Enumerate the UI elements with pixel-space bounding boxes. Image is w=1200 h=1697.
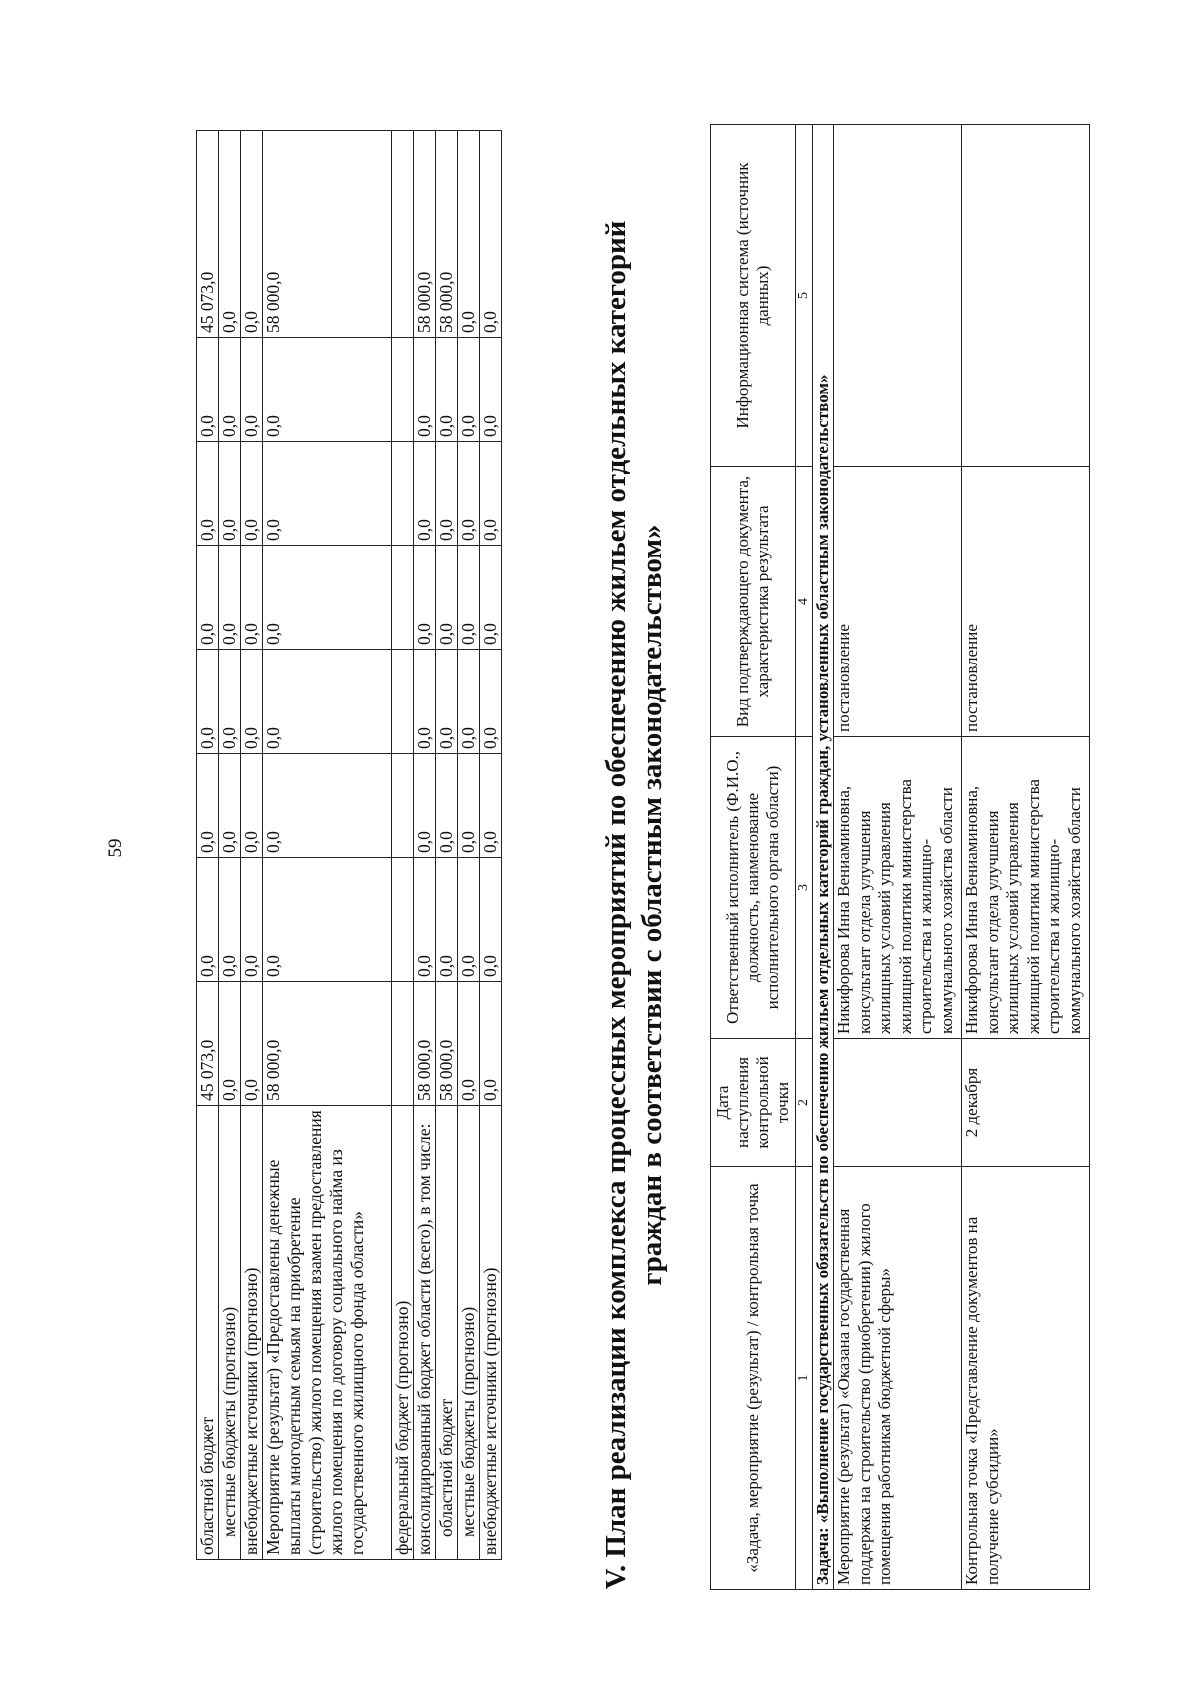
plan-system <box>962 125 1090 467</box>
funding-value: 58 000,0 <box>436 982 458 1106</box>
plan-header-row <box>711 125 796 1590</box>
funding-value: 0,0 <box>197 338 219 442</box>
column-number: 5 <box>796 125 813 467</box>
funding-value: 0,0 <box>480 338 502 442</box>
funding-row <box>241 131 263 1560</box>
funding-value: 58 000,0 <box>414 982 436 1106</box>
funding-value: 0,0 <box>241 754 263 858</box>
funding-value: 45 073,0 <box>197 982 219 1106</box>
funding-value: 0,0 <box>197 546 219 650</box>
funding-value: 58 000,0 <box>436 131 458 338</box>
funding-value: 0,0 <box>241 338 263 442</box>
funding-value: 0,0 <box>480 546 502 650</box>
funding-value: 0,0 <box>436 858 458 982</box>
funding-value: 58 000,0 <box>263 982 392 1106</box>
funding-value: 0,0 <box>241 982 263 1106</box>
funding-value: 0,0 <box>219 546 241 650</box>
funding-value <box>392 442 414 546</box>
funding-value: 0,0 <box>219 982 241 1106</box>
funding-row-label: областной бюджет <box>197 1106 219 1560</box>
task-text: Задача: «Выполнение государственных обязательств по обеспечению жильем отдельных категорий граждан, установленных областным законодательством» <box>813 125 834 1590</box>
funding-row-label: местные бюджеты (прогнозно) <box>219 1106 241 1560</box>
funding-value: 0,0 <box>263 442 392 546</box>
funding-row-label: консолидированный бюджет области (всего), в том числе: <box>414 1106 436 1560</box>
header-date: Дата наступления контрольной точки <box>711 1039 796 1167</box>
column-number: 4 <box>796 467 813 737</box>
funding-table-block <box>196 135 502 1560</box>
funding-value: 0,0 <box>480 131 502 338</box>
funding-value <box>392 546 414 650</box>
funding-value: 45 073,0 <box>197 131 219 338</box>
funding-row <box>219 131 241 1560</box>
funding-value: 0,0 <box>436 754 458 858</box>
header-responsible: Ответственный исполнитель (Ф.И.О., должность, наименование исполнительного органа области) <box>711 737 796 1039</box>
funding-value: 0,0 <box>219 338 241 442</box>
funding-row-label: внебюджетные источники (прогнозно) <box>241 1106 263 1560</box>
header-document: Вид подтверждающего документа, характеристика результата <box>711 467 796 737</box>
funding-value: 0,0 <box>219 131 241 338</box>
funding-value: 0,0 <box>219 442 241 546</box>
funding-row <box>414 131 436 1560</box>
funding-value: 0,0 <box>480 650 502 754</box>
plan-row <box>962 125 1090 1590</box>
funding-value: 0,0 <box>480 754 502 858</box>
section-title: V. План реализации комплекса процессных мероприятий по обеспечению жильем отдельных категорий граждан в соответствии с областным законодательством» <box>600 220 668 1590</box>
funding-row <box>480 131 502 1560</box>
plan-document: постановление <box>962 467 1090 737</box>
funding-value: 0,0 <box>436 442 458 546</box>
plan-table-block <box>710 125 1090 1590</box>
funding-value: 0,0 <box>458 338 480 442</box>
plan-document: постановление <box>834 467 962 737</box>
funding-value: 0,0 <box>436 338 458 442</box>
funding-value: 0,0 <box>241 546 263 650</box>
funding-value: 0,0 <box>414 546 436 650</box>
funding-value: 0,0 <box>458 858 480 982</box>
funding-row-label: местные бюджеты (прогнозно) <box>458 1106 480 1560</box>
funding-value: 0,0 <box>436 546 458 650</box>
plan-item: Контрольная точка «Представление документов на получение субсидии» <box>962 1167 1090 1590</box>
plan-system <box>834 125 962 467</box>
funding-value: 0,0 <box>458 131 480 338</box>
column-number: 1 <box>796 1167 813 1590</box>
funding-value: 58 000,0 <box>414 131 436 338</box>
column-number: 2 <box>796 1039 813 1167</box>
funding-value <box>392 650 414 754</box>
funding-row <box>458 131 480 1560</box>
funding-value: 0,0 <box>241 858 263 982</box>
funding-value: 0,0 <box>197 650 219 754</box>
header-task: «Задача, мероприятие (результат) / контрольная точка <box>711 1167 796 1590</box>
header-system: Информационная система (источник данных) <box>711 125 796 467</box>
funding-value <box>392 858 414 982</box>
funding-row <box>197 131 219 1560</box>
funding-value: 0,0 <box>458 650 480 754</box>
funding-value: 0,0 <box>458 546 480 650</box>
funding-table <box>196 130 502 1560</box>
funding-value: 0,0 <box>458 442 480 546</box>
funding-value <box>392 131 414 338</box>
funding-row-label: федеральный бюджет (прогнозно) <box>392 1106 414 1560</box>
funding-value <box>392 982 414 1106</box>
funding-value: 0,0 <box>263 858 392 982</box>
funding-row <box>263 131 392 1560</box>
funding-value: 0,0 <box>263 754 392 858</box>
funding-row-label: Мероприятие (результат) «Предоставлены денежные выплаты многодетным семьям на приобретение (строительство) жилого помещения взамен предоставления жилого помещения по договору социального найма из государственного жилищного фонда области» <box>263 1106 392 1560</box>
funding-value: 0,0 <box>263 546 392 650</box>
column-number-row <box>796 125 813 1590</box>
plan-responsible: Никифорова Инна Вениаминовна, консультант отдела улучшения жилищных условий управления жилищной политики министерства строительства и жилищно-коммунального хозяйства области <box>834 737 962 1039</box>
funding-value: 0,0 <box>414 858 436 982</box>
funding-value: 0,0 <box>480 982 502 1106</box>
funding-value: 0,0 <box>197 754 219 858</box>
funding-value: 0,0 <box>480 442 502 546</box>
task-row <box>813 125 834 1590</box>
funding-value: 0,0 <box>458 754 480 858</box>
funding-value: 0,0 <box>414 650 436 754</box>
plan-item: Мероприятие (результат) «Оказана государственная поддержка на строительство (приобретении) жилого помещения работникам бюджетной сферы» <box>834 1167 962 1590</box>
plan-responsible: Никифорова Инна Вениаминовна, консультант отдела улучшения жилищных условий управления жилищной политики министерства строительства и жилищно-коммунального хозяйства области <box>962 737 1090 1039</box>
funding-value: 0,0 <box>197 858 219 982</box>
funding-value: 0,0 <box>414 338 436 442</box>
funding-value <box>392 338 414 442</box>
funding-value: 0,0 <box>197 442 219 546</box>
funding-value: 0,0 <box>241 650 263 754</box>
funding-value: 0,0 <box>414 754 436 858</box>
plan-table <box>710 124 1090 1590</box>
plan-row <box>834 125 962 1590</box>
funding-value: 0,0 <box>480 858 502 982</box>
funding-value: 0,0 <box>219 754 241 858</box>
funding-value: 0,0 <box>458 982 480 1106</box>
funding-value: 0,0 <box>241 442 263 546</box>
funding-row <box>436 131 458 1560</box>
funding-value: 0,0 <box>414 442 436 546</box>
funding-row-label: областной бюджет <box>436 1106 458 1560</box>
funding-value <box>392 754 414 858</box>
column-number: 3 <box>796 737 813 1039</box>
funding-value: 0,0 <box>219 650 241 754</box>
funding-value: 0,0 <box>263 650 392 754</box>
plan-date: 2 декабря <box>962 1039 1090 1167</box>
plan-date <box>834 1039 962 1167</box>
funding-row-label: внебюджетные источники (прогнозно) <box>480 1106 502 1560</box>
funding-value: 0,0 <box>263 338 392 442</box>
page-number: 59 <box>105 838 126 858</box>
funding-row <box>392 131 414 1560</box>
funding-value: 58 000,0 <box>263 131 392 338</box>
funding-value: 0,0 <box>219 858 241 982</box>
funding-value: 0,0 <box>241 131 263 338</box>
funding-value: 0,0 <box>436 650 458 754</box>
